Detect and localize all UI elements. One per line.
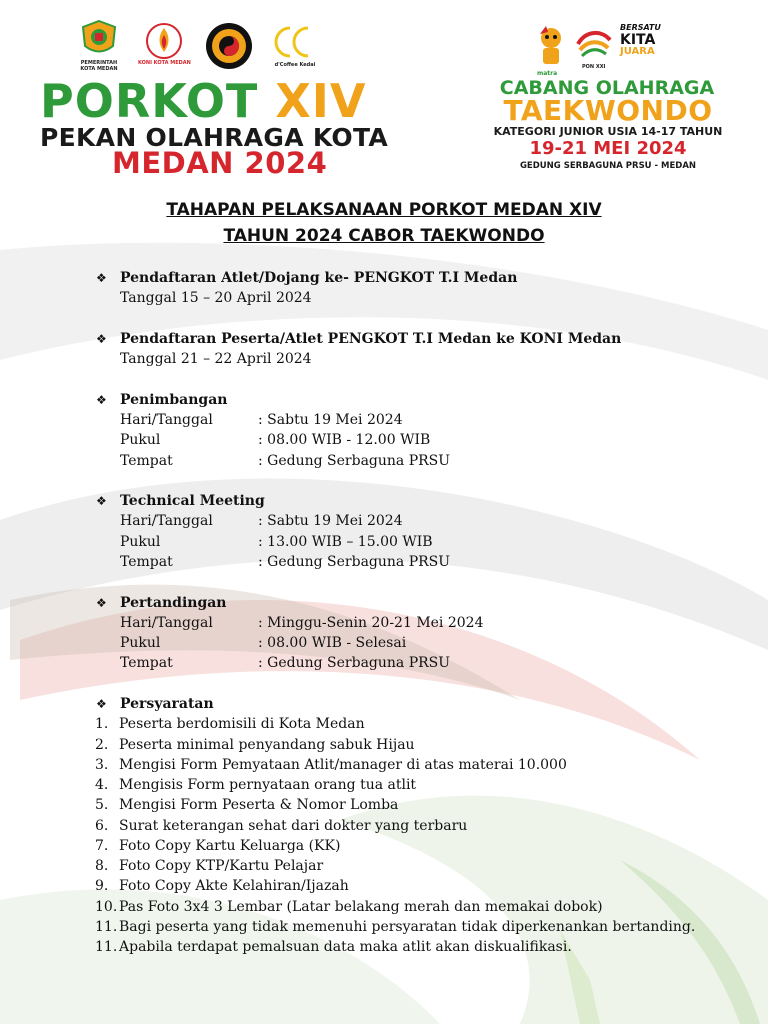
section-persyaratan bbox=[96, 694, 214, 714]
coffee-logo-icon bbox=[270, 24, 318, 60]
info-row bbox=[120, 532, 433, 552]
event-venue: GEDUNG SERBAGUNA PRSU - MEDAN bbox=[519, 161, 697, 171]
diamond-bullet-icon: ❖ bbox=[96, 697, 107, 711]
requirement-number: 6. bbox=[95, 818, 109, 834]
juara-text: JUARA bbox=[620, 46, 655, 57]
section-technical-meeting bbox=[96, 491, 265, 511]
category-label: KATEGORI JUNIOR USIA 14-17 TAHUN bbox=[493, 125, 723, 138]
requirement-item bbox=[95, 897, 603, 917]
info-key: Hari/Tanggal bbox=[120, 513, 213, 529]
requirement-text: Mengisi Form Peserta & Nomor Lomba bbox=[119, 797, 399, 813]
pon-caption: PON XXI bbox=[582, 64, 606, 70]
event-city-year: MEDAN 2024 bbox=[112, 146, 328, 180]
diamond-bullet-icon: ❖ bbox=[96, 393, 107, 407]
requirement-text: Foto Copy Akte Kelahiran/Ijazah bbox=[119, 878, 349, 894]
info-row bbox=[120, 552, 450, 572]
requirement-item bbox=[95, 937, 572, 957]
mascot-icon bbox=[534, 24, 568, 68]
requirement-text: Foto Copy KTP/Kartu Pelajar bbox=[119, 858, 324, 874]
requirement-text: Surat keterangan sehat dari dokter yang terbaru bbox=[119, 818, 468, 834]
requirement-number: 7. bbox=[95, 838, 109, 854]
cabang-label: CABANG OLAHRAGA bbox=[499, 77, 715, 99]
info-key: Hari/Tanggal bbox=[120, 615, 213, 631]
section-title: Technical Meeting bbox=[120, 493, 265, 509]
info-value: : Gedung Serbaguna PRSU bbox=[258, 453, 451, 469]
requirement-text: Peserta berdomisili di Kota Medan bbox=[119, 716, 365, 732]
coffee-caption: d'Coffee Kedai bbox=[274, 62, 316, 68]
info-value: : 13.00 WIB – 15.00 WIB bbox=[258, 534, 433, 550]
requirement-number: 1. bbox=[95, 716, 109, 732]
requirement-number: 8. bbox=[95, 858, 109, 874]
requirement-item bbox=[95, 755, 567, 775]
info-key: Hari/Tanggal bbox=[120, 412, 213, 428]
requirement-item bbox=[95, 816, 467, 836]
koni-flame-icon bbox=[143, 22, 185, 60]
requirement-number: 4. bbox=[95, 777, 109, 793]
section-detail: Tanggal 15 – 20 April 2024 bbox=[120, 290, 312, 306]
requirement-number: 3. bbox=[95, 757, 109, 773]
info-value: : Gedung Serbaguna PRSU bbox=[258, 554, 451, 570]
requirement-item bbox=[95, 795, 398, 815]
info-row bbox=[120, 451, 450, 471]
info-row bbox=[120, 633, 406, 653]
requirement-item bbox=[95, 714, 365, 734]
mascot-caption: matra bbox=[537, 70, 558, 77]
requirement-item bbox=[95, 856, 323, 876]
diamond-bullet-icon: ❖ bbox=[96, 596, 107, 610]
sport-name: TAEKWONDO bbox=[503, 94, 713, 127]
section-title: Penimbangan bbox=[120, 392, 228, 408]
event-dates: 19-21 MEI 2024 bbox=[529, 138, 687, 159]
info-value: : Sabtu 19 Mei 2024 bbox=[258, 412, 403, 428]
info-key: Pukul bbox=[120, 534, 161, 550]
requirement-text: Apabila terdapat pemalsuan data maka atlit akan diskualifikasi. bbox=[119, 939, 572, 955]
info-value: : Minggu-Senin 20-21 Mei 2024 bbox=[258, 615, 484, 631]
info-value: : 08.00 WIB - Selesai bbox=[258, 635, 407, 651]
requirement-text: Foto Copy Kartu Keluarga (KK) bbox=[119, 838, 341, 854]
document-title-line1: TAHAPAN PELAKSANAAN PORKOT MEDAN XIV bbox=[166, 200, 602, 220]
requirement-text: Mengisis Form pernyataan orang tua atlit bbox=[119, 777, 417, 793]
section-daftar-peserta bbox=[96, 329, 621, 349]
info-key: Tempat bbox=[120, 554, 173, 570]
header-logos-left bbox=[0, 0, 400, 76]
section-title: Pendaftaran Atlet/Dojang ke- PENGKOT T.I Medan bbox=[120, 270, 518, 286]
kita-text: KITA bbox=[620, 32, 656, 48]
requirement-item bbox=[95, 917, 695, 937]
info-row bbox=[120, 430, 430, 450]
porkot-roman: XIV bbox=[275, 74, 367, 128]
porkot-title bbox=[40, 74, 367, 128]
info-row bbox=[120, 613, 484, 633]
requirement-item bbox=[95, 876, 349, 896]
bersatu-kita-juara-icon bbox=[620, 22, 662, 58]
header-logos-right bbox=[520, 18, 740, 78]
requirement-number: 9. bbox=[95, 878, 109, 894]
requirement-text: Peserta minimal penyandang sabuk Hijau bbox=[119, 737, 415, 753]
section-daftar-atlet bbox=[96, 268, 517, 288]
info-row bbox=[120, 653, 450, 673]
info-row bbox=[120, 511, 403, 531]
info-key: Tempat bbox=[120, 453, 173, 469]
pemko-caption: PEMERINTAH KOTA MEDAN bbox=[80, 60, 118, 72]
diamond-bullet-icon: ❖ bbox=[96, 332, 107, 346]
section-title: Pertandingan bbox=[120, 595, 227, 611]
info-key: Pukul bbox=[120, 635, 161, 651]
bersatu-text: BERSATU bbox=[620, 23, 661, 32]
requirement-number: 10. bbox=[95, 899, 118, 915]
requirement-text: Pas Foto 3x4 3 Lembar (Latar belakang merah dan memakai dobok) bbox=[119, 899, 603, 915]
requirement-number: 2. bbox=[95, 737, 109, 753]
requirement-item bbox=[95, 836, 340, 856]
diamond-bullet-icon: ❖ bbox=[96, 494, 107, 508]
section-penimbangan bbox=[96, 390, 227, 410]
section-pertandingan bbox=[96, 593, 226, 613]
requirement-text: Mengisi Form Pemyataan Atlit/manager di atas materai 10.000 bbox=[119, 757, 567, 773]
info-value: : Sabtu 19 Mei 2024 bbox=[258, 513, 403, 529]
requirement-text: Bagi peserta yang tidak memenuhi persyaratan tidak diperkenankan bertanding. bbox=[119, 919, 696, 935]
diamond-bullet-icon: ❖ bbox=[96, 271, 107, 285]
pon-xxi-icon bbox=[574, 26, 614, 62]
taekwondo-indonesia-icon bbox=[205, 22, 253, 70]
requirement-item bbox=[95, 735, 415, 755]
info-key: Pukul bbox=[120, 432, 161, 448]
koni-caption: KONI KOTA MEDAN bbox=[138, 60, 191, 66]
info-row bbox=[120, 410, 403, 430]
document-title-line2: TAHUN 2024 CABOR TAEKWONDO bbox=[223, 226, 545, 246]
requirement-number: 5. bbox=[95, 797, 109, 813]
info-value: : 08.00 WIB - 12.00 WIB bbox=[258, 432, 431, 448]
info-value: : Gedung Serbaguna PRSU bbox=[258, 655, 451, 671]
pemko-medan-emblem-icon bbox=[80, 20, 118, 58]
info-key: Tempat bbox=[120, 655, 173, 671]
section-detail: Tanggal 21 – 22 April 2024 bbox=[120, 351, 312, 367]
requirement-number: 11. bbox=[95, 939, 118, 955]
requirement-item bbox=[95, 775, 416, 795]
requirement-number: 11. bbox=[95, 919, 118, 935]
section-title: Pendaftaran Peserta/Atlet PENGKOT T.I Medan ke KONI Medan bbox=[120, 331, 622, 347]
section-title: Persyaratan bbox=[120, 696, 214, 712]
porkot-word: PORKOT bbox=[40, 74, 276, 128]
event-subtitle: PEKAN OLAHRAGA KOTA bbox=[40, 123, 389, 152]
